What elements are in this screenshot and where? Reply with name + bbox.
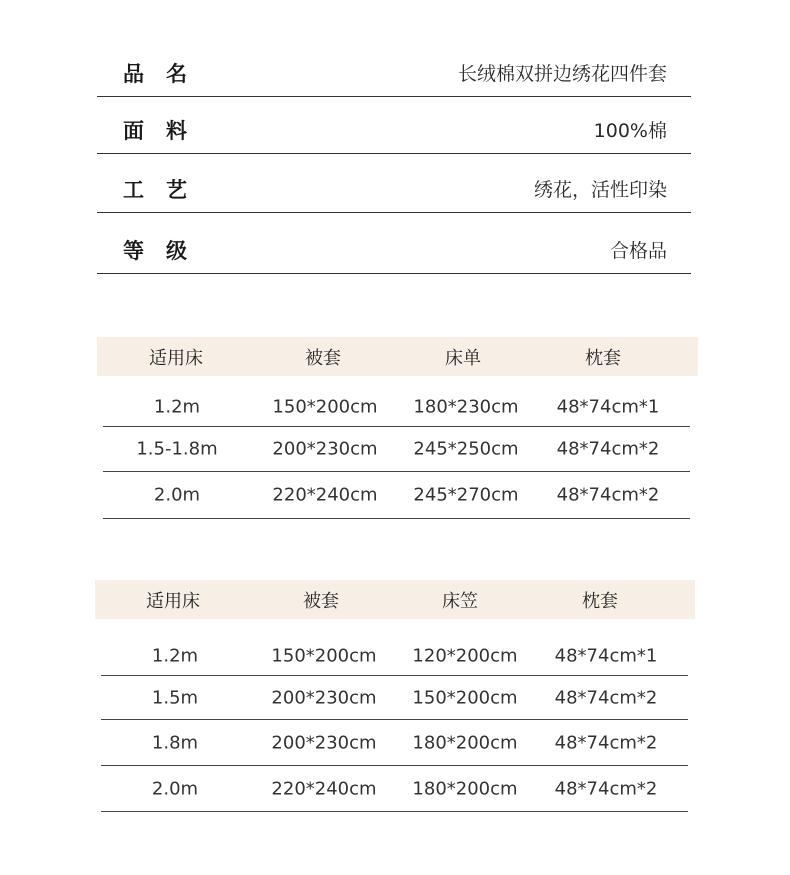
table-cell: 2.0m [151, 778, 199, 799]
table-row [101, 676, 688, 720]
table-cell: 150*200cm [271, 645, 377, 667]
table-cell: 180*230cm [413, 396, 519, 418]
header-cell-fitted-sheet: 床笠 [442, 590, 478, 612]
size-table-bedsheet [97, 337, 698, 519]
table-cell: 220*240cm [271, 778, 377, 799]
header-cell-bed: 适用床 [149, 347, 203, 369]
table-header [95, 580, 695, 619]
table-cell: 48*74cm*2 [554, 778, 658, 799]
table-row [101, 720, 688, 766]
table-cell: 150*200cm [272, 396, 378, 418]
table-cell: 245*250cm [413, 438, 519, 460]
spec-label: 品名 [123, 62, 209, 86]
spec-row-name [97, 40, 691, 97]
table-cell: 48*74cm*2 [556, 438, 660, 460]
spec-row-grade [97, 213, 691, 274]
product-spec-list [97, 40, 691, 274]
spec-row-craft [97, 154, 691, 213]
header-cell-duvet: 被套 [303, 590, 339, 612]
header-cell-pillow: 枕套 [585, 347, 621, 369]
table-row [103, 388, 690, 427]
table-cell: 1.2m [151, 645, 199, 667]
table-cell: 1.2m [153, 396, 201, 418]
table-cell: 245*270cm [413, 484, 519, 506]
spec-row-fabric [97, 97, 691, 154]
table-cell: 120*200cm [412, 645, 518, 667]
table-cell: 180*200cm [412, 732, 518, 753]
table-cell: 1.5m [151, 687, 199, 708]
table-cell: 200*230cm [272, 438, 378, 460]
table-row [103, 472, 690, 519]
table-cell: 150*200cm [412, 687, 518, 708]
table-cell: 180*200cm [412, 778, 518, 799]
table-cell: 48*74cm*2 [556, 484, 660, 506]
table-header [97, 337, 698, 376]
header-cell-sheet: 床单 [445, 347, 481, 369]
table-cell: 48*74cm*2 [554, 732, 658, 753]
spec-value: 绣花，活性印染 [533, 179, 667, 201]
header-cell-pillow: 枕套 [582, 590, 618, 612]
table-cell: 1.5-1.8m [136, 438, 218, 460]
header-cell-duvet: 被套 [305, 347, 341, 369]
table-cell: 48*74cm*1 [556, 396, 660, 418]
spec-label: 工艺 [123, 178, 209, 202]
table-row [103, 427, 690, 472]
spec-label: 面料 [123, 119, 209, 143]
spec-value: 100%棉 [593, 120, 667, 142]
spec-value: 长绒棉双拼边绣花四件套 [457, 63, 667, 85]
table-row [101, 766, 688, 812]
spec-value: 合格品 [609, 240, 667, 262]
table-row [101, 637, 688, 676]
table-cell: 2.0m [153, 484, 201, 506]
header-cell-bed: 适用床 [146, 590, 200, 612]
table-cell: 48*74cm*1 [554, 645, 658, 667]
table-cell: 48*74cm*2 [554, 687, 658, 708]
size-table-fitted [95, 580, 695, 812]
spec-label: 等级 [123, 239, 209, 263]
table-cell: 200*230cm [271, 687, 377, 708]
table-cell: 200*230cm [271, 732, 377, 753]
table-cell: 1.8m [151, 732, 199, 753]
table-cell: 220*240cm [272, 484, 378, 506]
